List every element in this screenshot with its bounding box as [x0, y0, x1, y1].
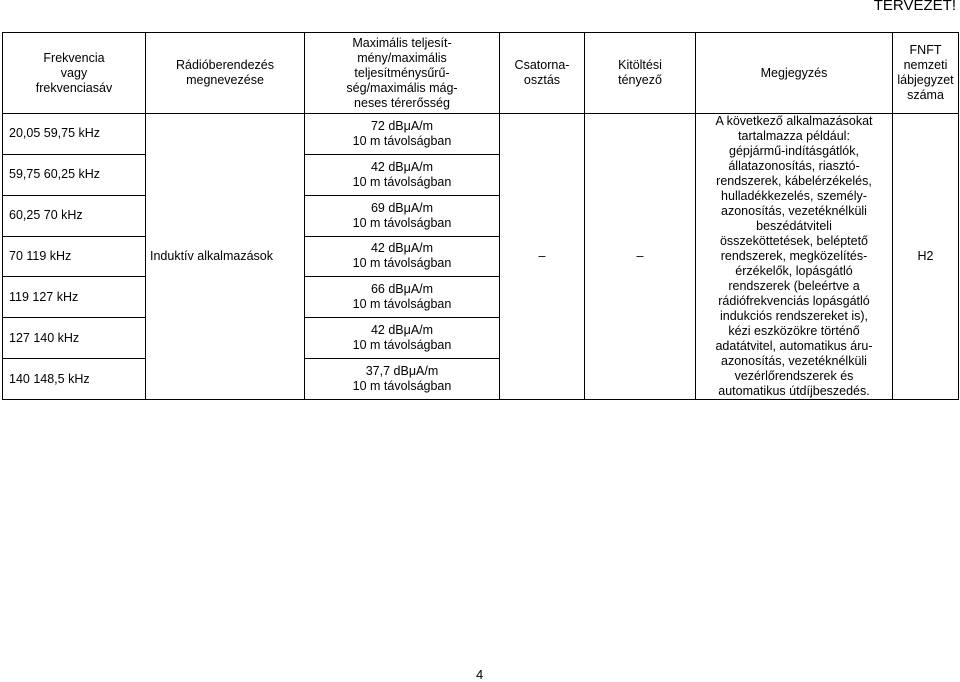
duty-cell: –: [585, 114, 696, 400]
power-cell: 42 dBμA/m 10 m távolságban: [305, 318, 500, 359]
header-row: [3, 33, 959, 114]
header-power: Maximális teljesít- mény/maximális teljesítménysűrű- ség/maximális mág- neses térerősség: [305, 33, 500, 114]
power-cell: 37,7 dBμA/m 10 m távolságban: [305, 359, 500, 400]
header-duty: Kitöltési tényező: [585, 33, 696, 114]
frequency-allocation-table: [2, 32, 959, 400]
power-cell: 72 dBμA/m 10 m távolságban: [305, 114, 500, 155]
page-number: 4: [476, 667, 484, 682]
frequency-cell: 60,25 70 kHz: [3, 195, 146, 236]
frequency-cell: 59,75 60,25 kHz: [3, 154, 146, 195]
frequency-cell: 140 148,5 kHz: [3, 359, 146, 400]
frequency-cell: 70 119 kHz: [3, 236, 146, 277]
frequency-cell: 127 140 kHz: [3, 318, 146, 359]
table-row: [3, 114, 959, 155]
header-notes: Megjegyzés: [696, 33, 893, 114]
frequency-cell: 119 127 kHz: [3, 277, 146, 318]
device-name-cell: Induktív alkalmazások: [146, 114, 305, 400]
header-frequency: Frekvencia vagy frekvenciasáv: [3, 33, 146, 114]
header-device: Rádióberendezés megnevezése: [146, 33, 305, 114]
power-cell: 69 dBμA/m 10 m távolságban: [305, 195, 500, 236]
footnote-cell: H2: [893, 114, 959, 400]
frequency-cell: 20,05 59,75 kHz: [3, 114, 146, 155]
power-cell: 42 dBμA/m 10 m távolságban: [305, 236, 500, 277]
header-channel: Csatorna- osztás: [500, 33, 585, 114]
power-cell: 66 dBμA/m 10 m távolságban: [305, 277, 500, 318]
channel-cell: –: [500, 114, 585, 400]
header-footnote: FNFT nemzeti lábjegyzet száma: [893, 33, 959, 114]
notes-cell: A következő alkalmazásokat tartalmazza például: gépjármű-indításgátlók, állatazonosítás, riasztó- rendszerek, kábelérzékelés, hulladékkezelés, személy- azonosítás, vezetéknélküli beszédátviteli összeköttetések, beléptető rendszerek, megközelítés- érzékelők, lopásgátló rendszerek (beleértve a rádiófrekvenciás lopásgátló indukciós rendszereket is), kézi eszközökre történő adatátvitel, automatikus áru- azonosítás, vezetéknélküli vezérlőrendszerek és automatikus útdíjbeszedés.: [696, 114, 893, 400]
power-cell: 42 dBμA/m 10 m távolságban: [305, 154, 500, 195]
draft-label: TERVEZET!: [873, 0, 956, 14]
